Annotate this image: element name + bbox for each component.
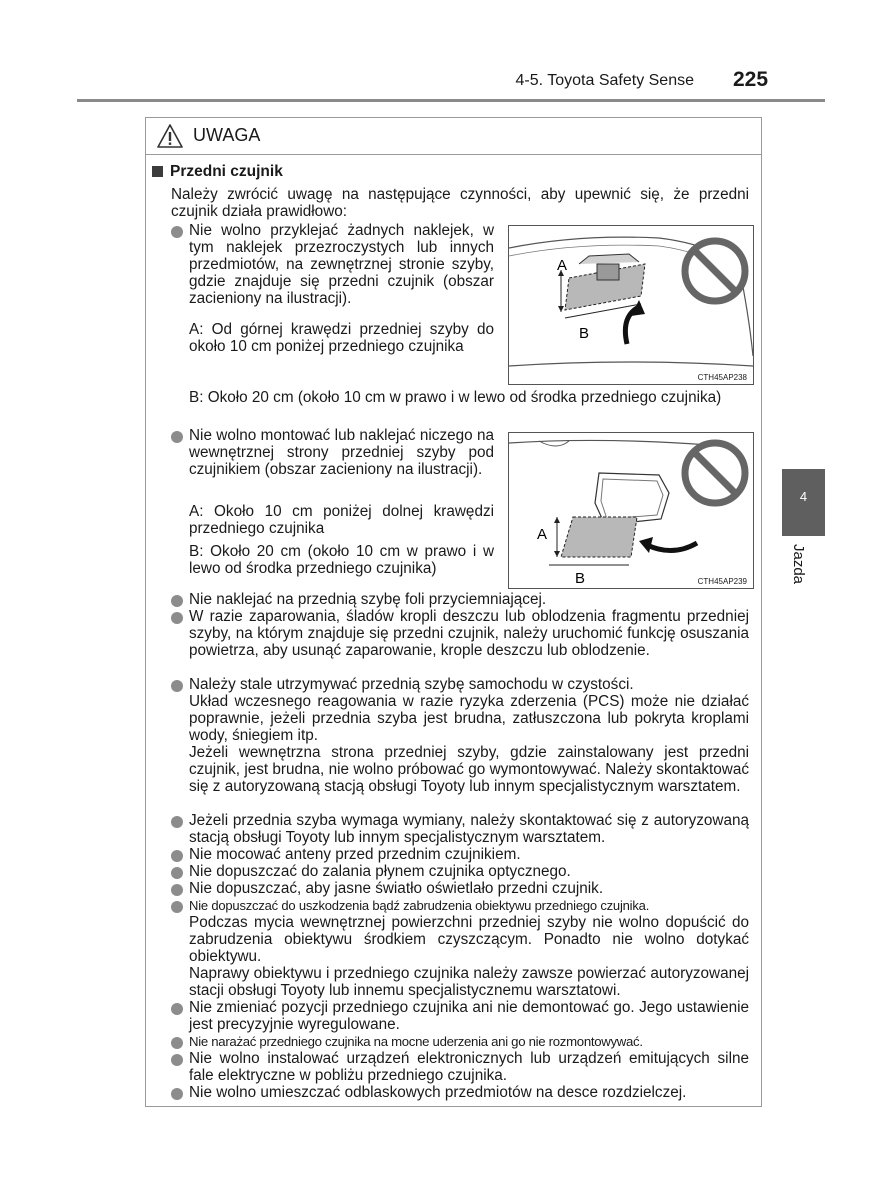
bullet-dot <box>171 431 183 443</box>
bullet-dot <box>171 612 183 624</box>
header-divider <box>77 99 825 102</box>
bullet-dot <box>171 1088 183 1100</box>
bullet-dot <box>171 901 183 913</box>
bullet-dot <box>171 1003 183 1015</box>
bullet-item: Nie wolno instalować urządzeń elektronicznych lub urządzeń emitujących silne fale elektryczne w pobliżu przedniego czujnika. <box>189 1050 749 1084</box>
bullet-dot <box>171 867 183 879</box>
illustration-exterior-sensor <box>508 225 754 385</box>
bullet-dot <box>171 1054 183 1066</box>
item2-note-b: B: Około 20 cm (około 10 cm w prawo i w lewo od środka przedniego czujnika) <box>189 543 494 577</box>
chapter-label: Jazda <box>790 544 807 585</box>
bullet-dot <box>171 816 183 828</box>
bullet-item: Nie dopuszczać do uszkodzenia bądź zabrudzenia obiektywu przedniego czujnika. <box>189 898 650 913</box>
bullet-dot <box>171 595 183 607</box>
page-number: 225 <box>733 68 769 91</box>
figure-code: CTH45AP238 <box>697 373 747 382</box>
bullet-item: Nie zmieniać pozycji przedniego czujnika ani nie demontować go. Jego ustawienie jest precyzyjnie wyregulowane. <box>189 999 749 1033</box>
bullet-item: Nie dopuszczać, aby jasne światło oświetlało przedni czujnik. <box>189 880 604 897</box>
warning-header <box>146 118 761 155</box>
item2-note-a: A: Około 10 cm poniżej dolnej krawędzi przedniego czujnika <box>189 503 494 537</box>
bullet-item: W razie zaparowania, śladów kropli deszczu lub oblodzenia fragmentu przedniej szyby, na którym znajduje się przedni czujnik, należy uruchomić funkcję osuszania powietrza, aby usunąć zaparowanie, krople deszczu lub oblodzenie. <box>189 608 749 659</box>
bullet-item: Należy stale utrzymywać przednią szybę samochodu w czystości. <box>189 676 634 693</box>
figure-code: CTH45AP239 <box>697 577 747 586</box>
bullet-item: Jeżeli przednia szyba wymaga wymiany, należy skontaktować się z autoryzowaną stacją obsługi Toyoty lub innym specjalistycznym warsztatem. <box>189 812 749 846</box>
illustration-interior-sensor <box>508 432 754 589</box>
bullet-dot <box>171 884 183 896</box>
windshield-interior-diagram <box>509 433 753 588</box>
item1-text: Nie wolno przyklejać żadnych naklejek, w tym naklejek przezroczystych lub innych przedmiotów, na zewnętrznej stronie szyby, gdzie znajduje się przedni czujnik (obszar zacieniony na ilustracji). <box>189 222 494 307</box>
bullet-item: Nie naklejać na przednią szybę foli przyciemniającej. <box>189 591 547 608</box>
bullet-note: Podczas mycia wewnętrznej powierzchni przedniej szyby nie wolno dopuścić do zabrudzenia obiektywu środkiem czyszczącym. Ponadto nie wolno dotykać obiektywu. <box>189 914 749 965</box>
bullet-dot <box>171 680 183 692</box>
warning-title: UWAGA <box>193 125 261 145</box>
label-a: A <box>537 526 548 543</box>
label-b: B <box>575 570 586 587</box>
label-b: B <box>579 325 590 342</box>
warning-triangle-icon <box>156 123 184 149</box>
section-heading: Przedni czujnik <box>152 163 283 180</box>
bullet-note: Układ wczesnego reagowania w razie ryzyka zderzenia (PCS) może nie działać poprawnie, jeżeli przednia szyba jest brudna, zatłuszczona lub pokryta kroplami wody, śniegiem itp. <box>189 693 749 744</box>
item1-note-b: B: Około 20 cm (około 10 cm w prawo i w lewo od środka przedniego czujnika) <box>189 389 722 406</box>
bullet-item: Nie dopuszczać do zalania płynem czujnika optycznego. <box>189 863 571 880</box>
chapter-tab <box>782 469 825 536</box>
bullet-note: Jeżeli wewnętrzna strona przedniej szyby, gdzie zainstalowany jest przedni czujnik, jest brudna, nie wolno próbować go wymontowywać. Należy skontaktować się z autoryzowaną stacją obsługi Toyoty lub innym specjalistycznym warsztatem. <box>189 744 749 795</box>
square-bullet-icon <box>152 166 163 177</box>
bullet-note: Naprawy obiektywu i przedniego czujnika należy zawsze powierzać autoryzowanej stacji obsługi Toyoty lub innemu specjalistycznemu warsztatowi. <box>189 965 749 999</box>
chapter-number: 4 <box>799 489 808 504</box>
warning-box <box>145 117 762 1107</box>
item1-note-a: A: Od górnej krawędzi przedniej szyby do około 10 cm poniżej przedniego czujnika <box>189 321 494 355</box>
item2-text: Nie wolno montować lub naklejać niczego na wewnętrznej strony przedniej szyby pod czujnikiem (obszar zacieniony na ilustracji). <box>189 427 494 478</box>
bullet-dot <box>171 850 183 862</box>
intro-text: Należy zwrócić uwagę na następujące czynności, aby upewnić się, że przedni czujnik działa prawidłowo: <box>171 186 749 220</box>
bullet-item: Nie narażać przedniego czujnika na mocne uderzenia ani go nie rozmontowywać. <box>189 1034 643 1049</box>
bullet-item: Nie mocować anteny przed przednim czujnikiem. <box>189 846 521 863</box>
label-a: A <box>557 257 568 274</box>
bullet-item: Nie wolno umieszczać odblaskowych przedmiotów na desce rozdzielczej. <box>189 1084 687 1101</box>
bullet-dot <box>171 226 183 238</box>
bullet-dot <box>171 1037 183 1049</box>
section-title: 4-5. Toyota Safety Sense <box>515 72 694 89</box>
windshield-exterior-diagram <box>509 226 753 384</box>
